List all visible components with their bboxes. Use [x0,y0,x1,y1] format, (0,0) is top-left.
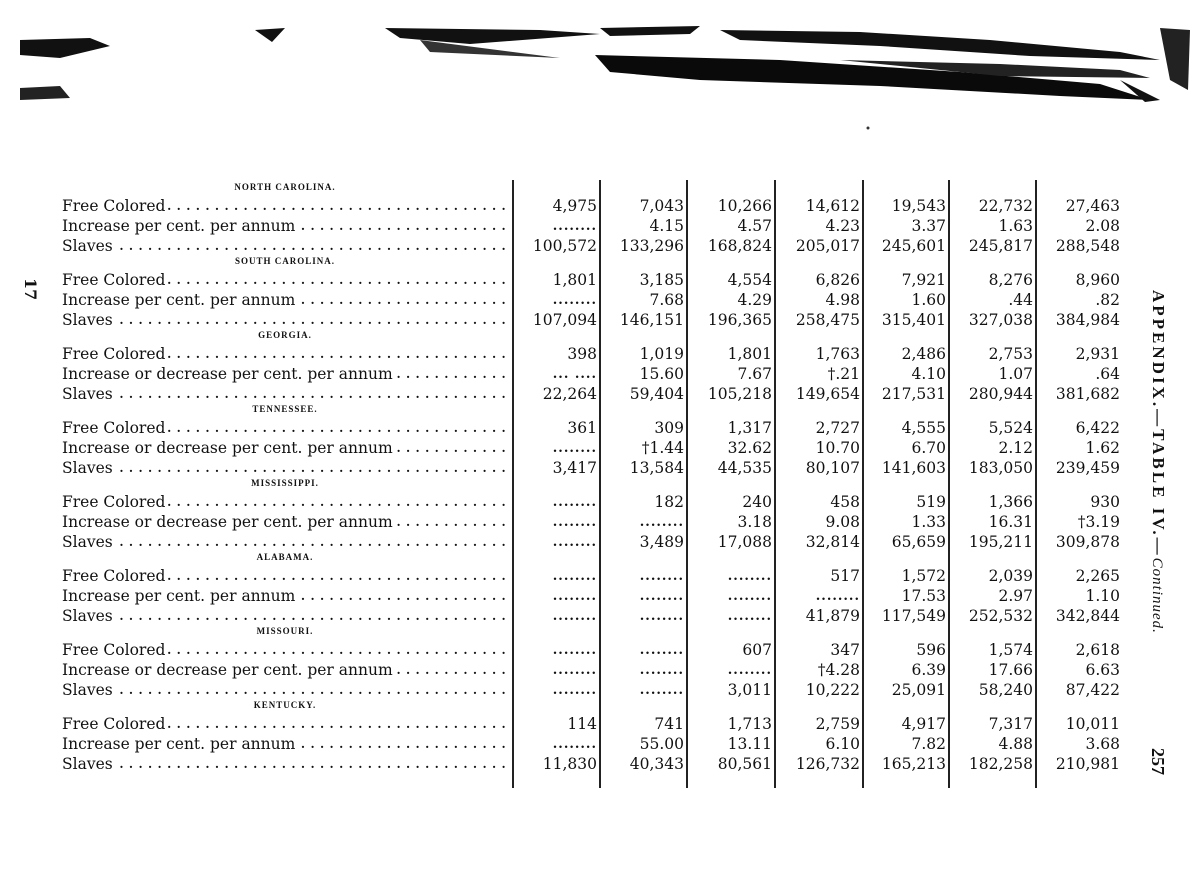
table-cell: 1,574 [988,641,1033,659]
table-cell: 4,917 [901,715,946,733]
table-cell: 55.00 [639,735,684,753]
table-cell: 80,107 [805,459,860,477]
row-label-text: Increase or decrease per cent. per annum [62,513,396,531]
table-row [62,493,1137,512]
table-cell: ........ [639,683,684,698]
table-cell: 182 [654,493,684,511]
table-cell: ........ [552,663,597,678]
row-label-text: Slaves [62,459,116,477]
table-cell: 7,317 [988,715,1033,733]
table-cell: 2,618 [1075,641,1120,659]
row-label-text: Increase or decrease per cent. per annum [62,439,396,457]
table-cell: 146,151 [619,311,684,329]
table-cell: 195,211 [968,533,1033,551]
table-cell: 3,417 [552,459,597,477]
row-label [62,607,510,626]
table-cell: 240 [742,493,772,511]
table-cell: 10.70 [815,439,860,457]
table-cell: 1,572 [901,567,946,585]
table-cell: ........ [639,643,684,658]
table-cell: 8,276 [988,271,1033,289]
table-cell: 3.37 [911,217,946,235]
row-label [62,419,510,438]
table-cell: 1,801 [552,271,597,289]
row-label-text: Increase per cent. per annum [62,735,298,753]
table-cell: ........ [815,589,860,604]
table-cell: 22,264 [542,385,597,403]
table-cell: 10,222 [805,681,860,699]
table-row [62,513,1137,532]
row-label [62,493,510,512]
table-cell: 252,532 [968,607,1033,625]
table-cell: 149,654 [795,385,860,403]
table-row [62,459,1137,478]
table-cell: 2.12 [998,439,1033,457]
table-cell: †1.44 [641,439,684,457]
row-label [62,715,510,734]
table-row [62,311,1137,330]
table-row [62,715,1137,734]
table-cell: ........ [552,683,597,698]
table-cell: 205,017 [795,237,860,255]
table-cell: ........ [552,495,597,510]
table-cell: ........ [639,589,684,604]
table-cell: 4.10 [911,365,946,383]
table-cell: 1,317 [727,419,772,437]
table-cell: ........ [552,535,597,550]
row-label-text: Free Colored [62,493,168,511]
table-cell: ........ [552,609,597,624]
table-cell: 2,486 [901,345,946,363]
table-cell: 1,801 [727,345,772,363]
row-label [62,217,510,236]
table-cell: 309 [654,419,684,437]
table-cell: 3,489 [639,533,684,551]
table-cell: 10,011 [1065,715,1120,733]
table-cell: 245,601 [881,237,946,255]
table-row [62,533,1137,552]
table-cell: 517 [830,567,860,585]
table-cell: 25,091 [891,681,946,699]
table-cell: 7.82 [911,735,946,753]
table-cell: 44,535 [717,459,772,477]
table-cell: 1.07 [998,365,1033,383]
table-cell: 309,878 [1055,533,1120,551]
table-cell: 15.60 [639,365,684,383]
table-row [62,755,1137,774]
table-cell: 107,094 [532,311,597,329]
section-heading: NORTH CAROLINA. [234,182,336,192]
table-cell: 1.33 [911,513,946,531]
table-cell: †.21 [827,365,860,383]
row-label-text: Slaves [62,681,116,699]
section-heading: ALABAMA. [256,552,314,562]
table-cell: 1.63 [998,217,1033,235]
table-row [62,587,1137,606]
row-label [62,237,510,256]
row-label [62,513,510,532]
table-cell: 2,039 [988,567,1033,585]
table-cell: ........ [552,643,597,658]
table-cell: 7,921 [901,271,946,289]
table-cell: 22,732 [978,197,1033,215]
table-row [62,641,1137,660]
table-cell: 458 [830,493,860,511]
table-cell: 210,981 [1055,755,1120,773]
table-cell: 14,612 [805,197,860,215]
table-cell: ........ [639,663,684,678]
table-cell: 361 [567,419,597,437]
table-cell: 65,659 [891,533,946,551]
table-cell: 4.23 [825,217,860,235]
table-cell: 6.10 [825,735,860,753]
section-heading: KENTUCKY. [253,700,317,710]
table-cell: 182,258 [968,755,1033,773]
table-cell: ........ [639,609,684,624]
row-label-text: Slaves [62,533,116,551]
row-label-text: Free Colored [62,419,168,437]
table-row [62,345,1137,364]
table-cell: 342,844 [1055,607,1120,625]
table-cell: 1.60 [911,291,946,309]
table-cell: 398 [567,345,597,363]
table-cell: 519 [916,493,946,511]
row-label [62,439,510,458]
table-cell: 17.66 [988,661,1033,679]
scan-smudge-marks [0,0,1200,130]
table-cell: 40,343 [629,755,684,773]
table-cell: 7,043 [639,197,684,215]
table-cell: 2,265 [1075,567,1120,585]
row-label [62,661,510,680]
row-label [62,567,510,586]
row-label-text: Increase per cent. per annum [62,587,298,605]
table-cell: 19,543 [891,197,946,215]
row-label [62,311,510,330]
table-cell: 217,531 [881,385,946,403]
table-cell: 607 [742,641,772,659]
table-cell: 17,088 [717,533,772,551]
table-cell: ........ [552,515,597,530]
side-title-main: APPENDIX.—TABLE IV.— [1149,290,1168,558]
table-cell: 327,038 [968,311,1033,329]
table-cell: ........ [727,663,772,678]
table-cell: 6,826 [815,271,860,289]
table-cell: 7.67 [737,365,772,383]
table-cell: 4.15 [649,217,684,235]
table-cell: 1,019 [639,345,684,363]
table-cell: 80,561 [717,755,772,773]
row-label [62,641,510,660]
table-cell: 930 [1090,493,1120,511]
table-cell: 347 [830,641,860,659]
row-label-text: Slaves [62,385,116,403]
census-table [62,182,1137,786]
side-title-continued: Continued. [1149,557,1165,634]
table-row [62,661,1137,680]
table-cell: 11,830 [542,755,597,773]
table-cell: 183,050 [968,459,1033,477]
table-cell: 4.57 [737,217,772,235]
table-cell: 6.70 [911,439,946,457]
table-cell: 17.53 [901,587,946,605]
row-label [62,755,510,774]
table-cell: 381,682 [1055,385,1120,403]
section-heading: GEORGIA. [258,330,312,340]
table-cell: 4.29 [737,291,772,309]
table-cell: 41,879 [805,607,860,625]
row-label-text: Free Colored [62,715,168,733]
table-cell: 2.97 [998,587,1033,605]
table-cell: 6.63 [1085,661,1120,679]
table-row [62,439,1137,458]
table-cell: 5,524 [988,419,1033,437]
table-cell: 4,554 [727,271,772,289]
table-cell: 27,463 [1065,197,1120,215]
table-cell: ........ [552,589,597,604]
table-cell: 6,422 [1075,419,1120,437]
table-cell: 1.10 [1085,587,1120,605]
table-cell: 8,960 [1075,271,1120,289]
row-label-text: Slaves [62,311,116,329]
section-heading: TENNESSEE. [252,404,318,414]
table-cell: 4.88 [998,735,1033,753]
table-cell: 32,814 [805,533,860,551]
table-cell: 7.68 [649,291,684,309]
row-label-text: Increase or decrease per cent. per annum [62,365,396,383]
table-cell: 2,931 [1075,345,1120,363]
table-row [62,681,1137,700]
table-cell: 280,944 [968,385,1033,403]
table-cell: 6.39 [911,661,946,679]
table-cell: 100,572 [532,237,597,255]
table-cell: 1,713 [727,715,772,733]
row-label [62,533,510,552]
side-title [1148,290,1168,634]
table-row [62,217,1137,236]
table-cell: 596 [916,641,946,659]
table-cell: 126,732 [795,755,860,773]
row-label-text: Free Colored [62,197,168,215]
table-row [62,735,1137,754]
row-label-text: Increase per cent. per annum [62,291,298,309]
table-cell: 245,817 [968,237,1033,255]
row-label [62,345,510,364]
signature-mark: 17 [21,278,40,301]
table-cell: ........ [552,293,597,308]
table-cell: ........ [639,515,684,530]
row-label [62,365,510,384]
table-cell: 133,296 [619,237,684,255]
row-label [62,197,510,216]
table-cell: .64 [1095,365,1120,383]
table-row [62,197,1137,216]
table-cell: 13,584 [629,459,684,477]
table-row [62,567,1137,586]
table-row [62,385,1137,404]
row-label-text: Free Colored [62,345,168,363]
table-cell: 3,185 [639,271,684,289]
row-label-text: Free Colored [62,641,168,659]
table-cell: 315,401 [881,311,946,329]
row-label [62,735,510,754]
row-label [62,681,510,700]
table-cell: 114 [567,715,597,733]
table-row [62,291,1137,310]
table-cell: 2.08 [1085,217,1120,235]
table-cell: 288,548 [1055,237,1120,255]
table-row [62,237,1137,256]
row-label-text: Increase per cent. per annum [62,217,298,235]
row-label-text: Free Colored [62,271,168,289]
table-cell: 3,011 [727,681,772,699]
section-heading: MISSISSIPPI. [251,478,319,488]
table-cell: 105,218 [707,385,772,403]
table-cell: ........ [727,609,772,624]
table-cell: 32.62 [727,439,772,457]
table-cell: 4,975 [552,197,597,215]
row-label [62,587,510,606]
table-cell: 58,240 [978,681,1033,699]
table-cell: 4.98 [825,291,860,309]
table-cell: 16.31 [988,513,1033,531]
table-cell: 9.08 [825,513,860,531]
table-cell: 1.62 [1085,439,1120,457]
table-row [62,419,1137,438]
row-label [62,385,510,404]
table-cell: †3.19 [1077,513,1120,531]
table-cell: ........ [552,441,597,456]
table-cell: 384,984 [1055,311,1120,329]
table-cell: 4,555 [901,419,946,437]
table-cell: 165,213 [881,755,946,773]
table-cell: ........ [552,569,597,584]
table-row [62,365,1137,384]
table-row [62,607,1137,626]
table-cell: 117,549 [881,607,946,625]
table-cell: ........ [552,219,597,234]
table-cell: .82 [1095,291,1120,309]
table-cell: 87,422 [1065,681,1120,699]
table-cell: 3.68 [1085,735,1120,753]
table-cell: .44 [1008,291,1033,309]
table-cell: †4.28 [817,661,860,679]
row-label [62,291,510,310]
row-label-text: Increase or decrease per cent. per annum [62,661,396,679]
page-number: 257 [1148,748,1168,775]
row-label-text: Free Colored [62,567,168,585]
table-cell: 2,753 [988,345,1033,363]
table-row [62,271,1137,290]
table-cell: ... .... [552,367,597,382]
table-cell: ........ [727,589,772,604]
section-heading: SOUTH CAROLINA. [234,256,335,266]
row-label-text: Slaves [62,607,116,625]
table-cell: 3.18 [737,513,772,531]
table-cell: 1,366 [988,493,1033,511]
table-cell: 239,459 [1055,459,1120,477]
row-label-text: Slaves [62,755,116,773]
table-cell: ........ [552,737,597,752]
row-label [62,459,510,478]
table-cell: 168,824 [707,237,772,255]
table-cell: 10,266 [717,197,772,215]
table-cell: 258,475 [795,311,860,329]
table-cell: 59,404 [629,385,684,403]
table-cell: 141,603 [881,459,946,477]
table-cell: ........ [639,569,684,584]
table-cell: 2,727 [815,419,860,437]
row-label-text: Slaves [62,237,116,255]
section-heading: MISSOURI. [256,626,314,636]
table-cell: 2,759 [815,715,860,733]
table-cell: ........ [727,569,772,584]
table-cell: 196,365 [707,311,772,329]
table-cell: 741 [654,715,684,733]
row-label [62,271,510,290]
table-cell: 1,763 [815,345,860,363]
table-cell: 13.11 [727,735,772,753]
